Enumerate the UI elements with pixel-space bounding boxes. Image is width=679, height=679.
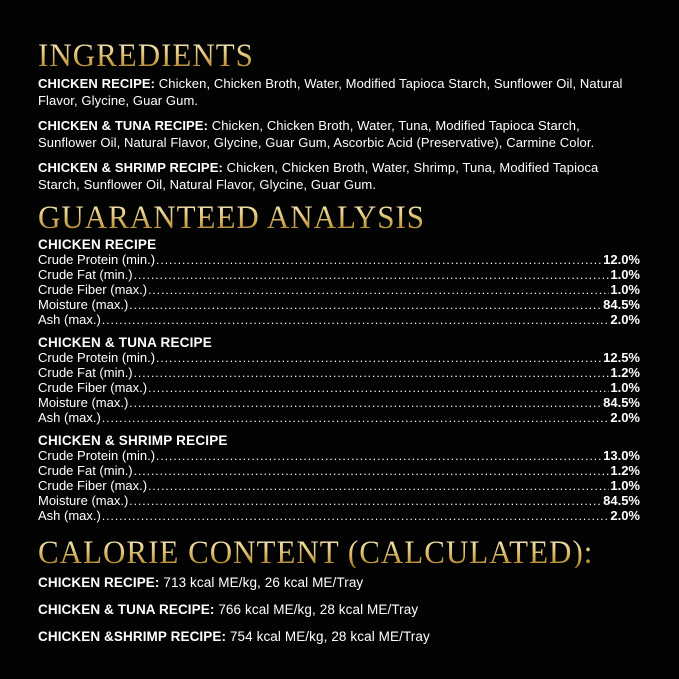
- calorie-content-section: [38, 533, 640, 571]
- analysis-row-value: 84.5%: [603, 297, 640, 312]
- dot-leader: [102, 410, 610, 426]
- dot-leader: [148, 282, 609, 298]
- dot-leader: [129, 493, 602, 509]
- dot-leader: [102, 312, 610, 328]
- recipe-label: CHICKEN RECIPE:: [38, 76, 156, 91]
- ingredient-paragraph: [38, 160, 640, 193]
- analysis-row: [38, 252, 640, 267]
- analysis-row-label: Moisture (max.): [38, 493, 129, 508]
- recipe-label: CHICKEN RECIPE:: [38, 575, 160, 590]
- ingredient-list: Chicken, Chicken Broth, Water, Modified Tapioca Starch, Sunflower Oil, Natural Flavor, Glycine, Guar Gum.: [38, 76, 623, 108]
- analysis-row-value: 12.0%: [603, 252, 640, 267]
- dot-leader: [156, 350, 602, 366]
- analysis-row: [38, 508, 640, 523]
- analysis-row-value: 13.0%: [603, 448, 640, 463]
- dot-leader: [129, 297, 602, 313]
- recipe-label: CHICKEN & TUNA RECIPE:: [38, 602, 215, 617]
- analysis-row-label: Crude Fat (min.): [38, 365, 133, 380]
- analysis-row-label: Crude Protein (min.): [38, 350, 156, 365]
- analysis-row: [38, 282, 640, 297]
- analysis-row-value: 2.0%: [610, 508, 640, 523]
- analysis-row-value: 1.0%: [610, 267, 640, 282]
- guaranteed-analysis-title: GUARANTEED ANALYSIS: [38, 198, 426, 236]
- calorie-value: 766 kcal ME/kg, 28 kcal ME/Tray: [214, 602, 419, 617]
- analysis-row-label: Ash (max.): [38, 508, 101, 523]
- analysis-row-label: Moisture (max.): [38, 297, 129, 312]
- analysis-row: [38, 350, 640, 365]
- analysis-row: [38, 395, 640, 410]
- analysis-row-label: Crude Fiber (max.): [38, 478, 148, 493]
- analysis-block-chicken: [38, 237, 640, 327]
- analysis-row: [38, 410, 640, 425]
- analysis-row: [38, 463, 640, 478]
- analysis-row: [38, 365, 640, 380]
- analysis-row-label: Crude Protein (min.): [38, 252, 156, 267]
- analysis-row-label: Ash (max.): [38, 312, 101, 327]
- analysis-row-value: 1.0%: [610, 478, 640, 493]
- analysis-row-value: 84.5%: [603, 395, 640, 410]
- calorie-value: 713 kcal ME/kg, 26 kcal ME/Tray: [159, 575, 364, 590]
- calorie-line: [38, 602, 640, 618]
- dot-leader: [134, 365, 610, 381]
- analysis-row-label: Crude Fiber (max.): [38, 282, 148, 297]
- dot-leader: [148, 380, 609, 396]
- dot-leader: [134, 463, 610, 479]
- guaranteed-analysis-section: [38, 198, 640, 236]
- ingredients-section: [38, 36, 640, 74]
- analysis-block-chicken-tuna: [38, 335, 640, 425]
- analysis-row-label: Ash (max.): [38, 410, 101, 425]
- analysis-row-label: Crude Fiber (max.): [38, 380, 148, 395]
- recipe-label: CHICKEN & TUNA RECIPE:: [38, 118, 209, 133]
- analysis-row-label: Moisture (max.): [38, 395, 129, 410]
- analysis-row-value: 1.2%: [610, 365, 640, 380]
- analysis-row: [38, 267, 640, 282]
- analysis-row-value: 2.0%: [610, 410, 640, 425]
- calorie-line: [38, 629, 640, 645]
- analysis-row: [38, 448, 640, 463]
- dot-leader: [102, 508, 610, 524]
- analysis-row-value: 1.0%: [610, 380, 640, 395]
- dot-leader: [148, 478, 609, 494]
- analysis-row-value: 1.0%: [610, 282, 640, 297]
- analysis-row-value: 84.5%: [603, 493, 640, 508]
- analysis-row-label: Crude Protein (min.): [38, 448, 156, 463]
- analysis-recipe-name: CHICKEN & TUNA RECIPE: [38, 335, 212, 350]
- analysis-block-chicken-shrimp: [38, 433, 640, 523]
- analysis-row-value: 1.2%: [610, 463, 640, 478]
- analysis-row-value: 2.0%: [610, 312, 640, 327]
- analysis-row: [38, 380, 640, 395]
- calorie-line: [38, 575, 640, 591]
- analysis-row: [38, 478, 640, 493]
- analysis-row-value: 12.5%: [603, 350, 640, 365]
- calorie-value: 754 kcal ME/kg, 28 kcal ME/Tray: [226, 629, 430, 644]
- analysis-recipe-name: CHICKEN & SHRIMP RECIPE: [38, 433, 228, 448]
- analysis-row: [38, 493, 640, 508]
- ingredient-paragraph: [38, 118, 640, 151]
- analysis-row-label: Crude Fat (min.): [38, 463, 133, 478]
- dot-leader: [156, 252, 602, 268]
- analysis-recipe-name: CHICKEN RECIPE: [38, 237, 157, 252]
- analysis-row-label: Crude Fat (min.): [38, 267, 133, 282]
- analysis-row: [38, 312, 640, 327]
- ingredient-list: Chicken, Chicken Broth, Water, Shrimp, Tuna, Modified Tapioca Starch, Sunflower Oil, Natural Flavor, Glycine, Guar Gum.: [38, 160, 599, 192]
- ingredients-title: INGREDIENTS: [38, 36, 254, 74]
- ingredient-paragraph: [38, 76, 640, 109]
- recipe-label: CHICKEN & SHRIMP RECIPE:: [38, 160, 223, 175]
- dot-leader: [129, 395, 602, 411]
- ingredient-list: Chicken, Chicken Broth, Water, Tuna, Modified Tapioca Starch, Sunflower Oil, Natural Flavor, Glycine, Guar Gum, Ascorbic Acid (Preservative), Carmine Color.: [38, 118, 595, 150]
- dot-leader: [134, 267, 610, 283]
- analysis-row: [38, 297, 640, 312]
- calorie-content-title: CALORIE CONTENT (CALCULATED):: [38, 533, 594, 571]
- dot-leader: [156, 448, 602, 464]
- recipe-label: CHICKEN &SHRIMP RECIPE:: [38, 629, 227, 644]
